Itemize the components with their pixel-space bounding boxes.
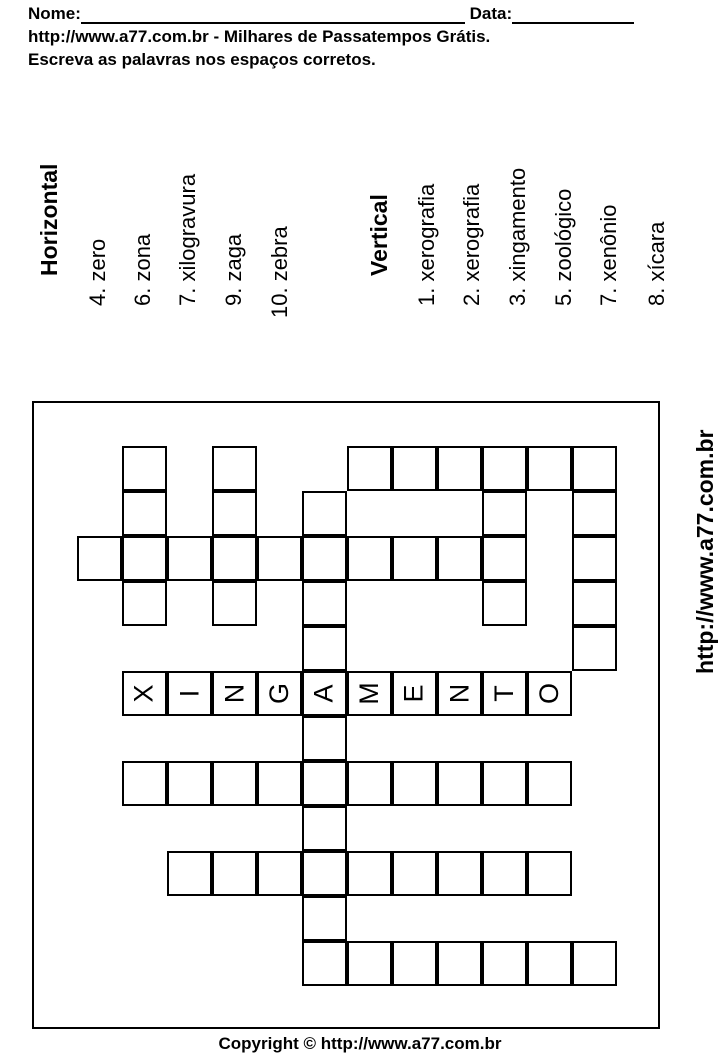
vertical-title: Vertical	[366, 194, 392, 276]
grid-cell[interactable]	[302, 536, 347, 581]
grid-cell[interactable]	[122, 446, 167, 491]
filled-cell[interactable]	[482, 671, 527, 716]
grid-cell[interactable]	[257, 851, 302, 896]
cell-letter: A	[308, 684, 339, 703]
copyright-footer: Copyright © http://www.a77.com.br	[218, 1034, 502, 1053]
grid-cell[interactable]	[482, 446, 527, 491]
grid-cell[interactable]	[212, 851, 257, 896]
name-date-line	[28, 4, 634, 24]
grid-cell[interactable]	[122, 761, 167, 806]
grid-cell[interactable]	[302, 716, 347, 761]
grid-cell[interactable]	[302, 941, 347, 986]
name-field[interactable]	[81, 6, 465, 24]
grid-cell[interactable]	[122, 581, 167, 626]
filled-cell[interactable]	[392, 671, 437, 716]
clue-vertical-7: 7. xenônio	[596, 204, 621, 306]
clue-horizontal-9: 9. zaga	[221, 233, 246, 306]
clue-vertical-1: 1. xerografia	[414, 183, 439, 306]
grid-cell[interactable]	[302, 491, 347, 536]
grid-cell[interactable]	[302, 806, 347, 851]
grid-cell[interactable]	[437, 851, 482, 896]
grid-cell[interactable]	[482, 761, 527, 806]
filled-cell[interactable]	[257, 671, 302, 716]
cell-letter: T	[489, 685, 519, 702]
grid-cell[interactable]	[527, 446, 572, 491]
filled-cell[interactable]	[302, 671, 347, 716]
grid-cell[interactable]	[392, 536, 437, 581]
grid-cell[interactable]	[167, 536, 212, 581]
filled-cell[interactable]	[527, 671, 572, 716]
side-url: http://www.a77.com.br	[692, 429, 718, 674]
clue-vertical-5: 5. zoológico	[551, 188, 576, 306]
site-line: http://www.a77.com.br - Milhares de Passatempos Grátis.	[28, 27, 491, 46]
horizontal-title: Horizontal	[36, 163, 62, 276]
clue-horizontal-6: 6. zona	[130, 233, 155, 306]
grid-cell[interactable]	[392, 761, 437, 806]
clue-vertical-8: 8. xícara	[644, 221, 669, 306]
grid-cell[interactable]	[167, 761, 212, 806]
grid-cell[interactable]	[167, 851, 212, 896]
date-label: Data:	[469, 4, 513, 23]
grid-cell[interactable]	[302, 581, 347, 626]
filled-cell[interactable]	[212, 671, 257, 716]
filled-cell[interactable]	[122, 671, 167, 716]
grid-cell[interactable]	[437, 761, 482, 806]
cell-letter: E	[398, 684, 429, 703]
grid-cell[interactable]	[257, 761, 302, 806]
filled-cell[interactable]	[437, 671, 482, 716]
filled-cell[interactable]	[347, 671, 392, 716]
clue-horizontal-10: 10. zebra	[267, 226, 292, 318]
grid-cell[interactable]	[482, 536, 527, 581]
grid-cell[interactable]	[392, 851, 437, 896]
grid-cell[interactable]	[302, 761, 347, 806]
cell-letter: X	[128, 684, 159, 703]
instruction-text: Escreva as palavras nos espaços corretos.	[28, 50, 376, 69]
grid-cell[interactable]	[77, 536, 122, 581]
grid-cell[interactable]	[572, 536, 617, 581]
clue-horizontal-7: 7. xilogravura	[175, 173, 200, 306]
grid-cell[interactable]	[392, 446, 437, 491]
grid-cell[interactable]	[572, 941, 617, 986]
clue-vertical-3: 3. xingamento	[505, 167, 530, 306]
grid-cell[interactable]	[437, 536, 482, 581]
grid-cell[interactable]	[437, 446, 482, 491]
grid-cell[interactable]	[212, 536, 257, 581]
grid-cell[interactable]	[437, 941, 482, 986]
name-label: Nome:	[28, 4, 81, 23]
grid-cell[interactable]	[392, 941, 437, 986]
cell-letter: M	[354, 682, 384, 705]
grid-cell[interactable]	[572, 491, 617, 536]
grid-cell[interactable]	[482, 941, 527, 986]
grid-cell[interactable]	[527, 761, 572, 806]
grid-cell[interactable]	[212, 761, 257, 806]
grid-cell[interactable]	[212, 581, 257, 626]
cell-letter: O	[533, 682, 564, 705]
cell-letter: I	[173, 689, 204, 698]
grid-cell[interactable]	[302, 626, 347, 671]
grid-cell[interactable]	[212, 491, 257, 536]
grid-cell[interactable]	[347, 446, 392, 491]
grid-cell[interactable]	[572, 581, 617, 626]
grid-cell[interactable]	[527, 851, 572, 896]
grid-cell[interactable]	[212, 446, 257, 491]
cell-letter: G	[263, 682, 294, 705]
grid-cell[interactable]	[482, 491, 527, 536]
grid-cell[interactable]	[482, 851, 527, 896]
date-field[interactable]	[512, 6, 634, 24]
grid-cell[interactable]	[347, 851, 392, 896]
grid-cell[interactable]	[302, 851, 347, 896]
grid-cell[interactable]	[302, 896, 347, 941]
cell-letter: N	[444, 683, 474, 704]
cell-letter: N	[219, 683, 249, 704]
filled-cell[interactable]	[167, 671, 212, 716]
grid-cell[interactable]	[347, 941, 392, 986]
grid-cell[interactable]	[572, 626, 617, 671]
grid-cell[interactable]	[122, 536, 167, 581]
grid-cell[interactable]	[572, 446, 617, 491]
grid-cell[interactable]	[347, 761, 392, 806]
clue-vertical-2: 2. xerografia	[459, 183, 484, 306]
clue-horizontal-4: 4. zero	[85, 238, 110, 306]
grid-cell[interactable]	[347, 536, 392, 581]
grid-cell[interactable]	[482, 581, 527, 626]
grid-cell[interactable]	[527, 941, 572, 986]
grid-cell[interactable]	[122, 491, 167, 536]
grid-cell[interactable]	[257, 536, 302, 581]
